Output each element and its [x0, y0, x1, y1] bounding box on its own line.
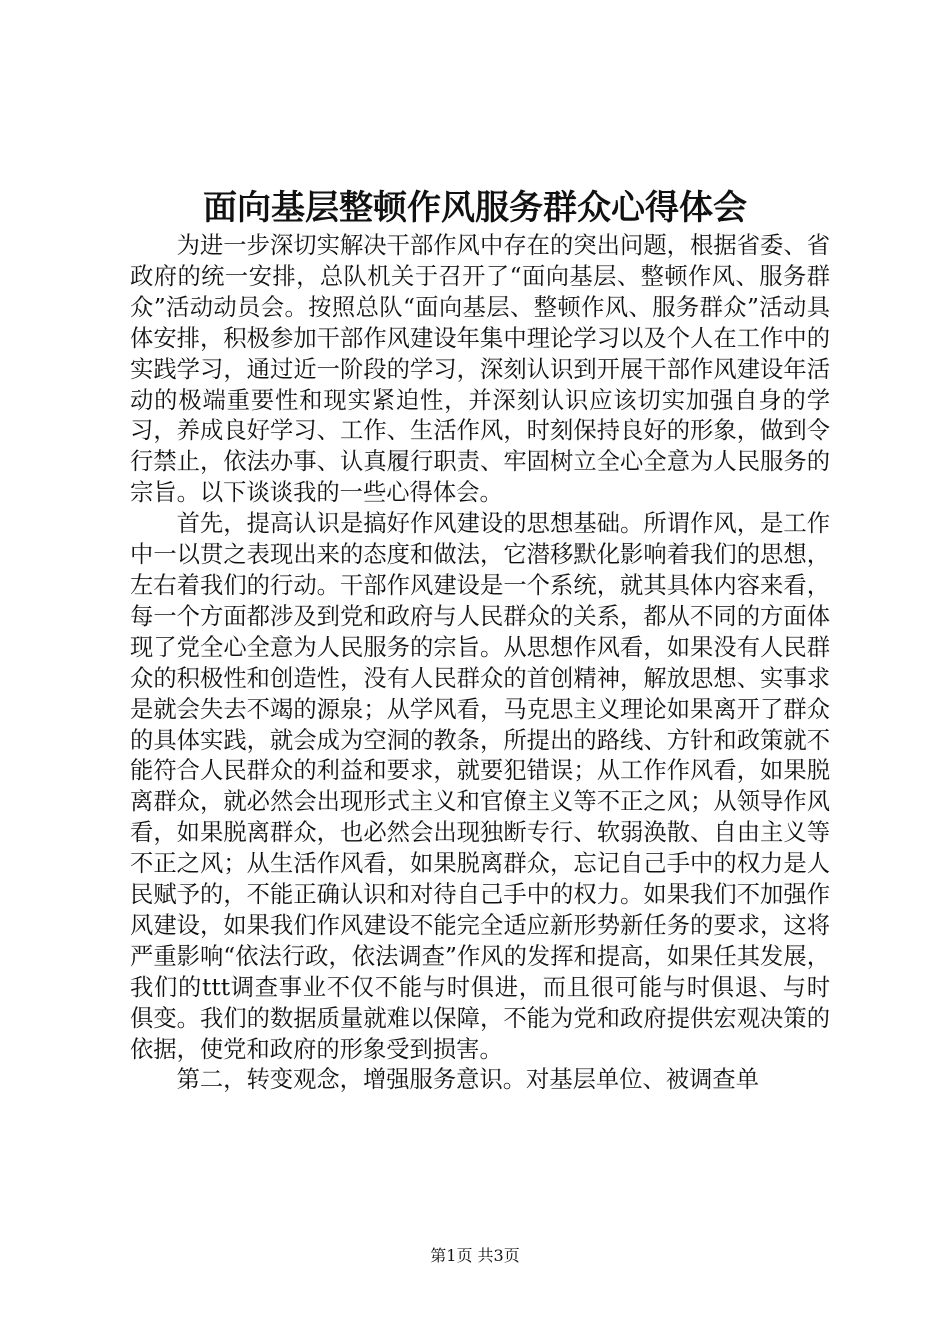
document-body [130, 231, 830, 1096]
page-number-footer: 第1页 共3页 [430, 1246, 520, 1265]
paragraph-first-point: 首先，提高认识是搞好作风建设的思想基础。所谓作风，是工作中一以贯之表现出来的态度和做法，它潜移默化影响着我们的思想，左右着我们的行动。干部作风建设是一个系统，就其具体内容来看，每一个方面都涉及到党和政府与人民群众的关系，都从不同的方面体现了党全心全意为人民服务的宗旨。从思想作风看，如果没有人民群众的积极性和创造性，没有人民群众的首创精神，解放思想、实事求是就会失去不竭的源泉；从学风看，马克思主义理论如果离开了群众的具体实践，就会成为空洞的教条，所提出的路线、方针和政策就不能符合人民群众的利益和要求，就要犯错误；从工作作风看，如果脱离群众，就必然会出现形式主义和官僚主义等不正之风；从领导作风看，如果脱离群众，也必然会出现独断专行、软弱涣散、自由主义等不正之风；从生活作风看，如果脱离群众，忘记自己手中的权力是人民赋予的，不能正确认识和对待自己手中的权力。如果我们不加强作风建设，如果我们作风建设不能完全适应新形势新任务的要求，这将严重影响“依法行政，依法调查”作风的发挥和提高，如果任其发展，我们的ttt调查事业不仅不能与时俱进，而且很可能与时俱退、与时俱变。我们的数据质量就难以保障，不能为党和政府提供宏观决策的依据，使党和政府的形象受到损害。 [130, 510, 830, 1063]
paragraph-second-point: 第二，转变观念，增强服务意识。对基层单位、被调查单 [176, 1066, 760, 1094]
paragraph-intro: 为进一步深切实解决干部作风中存在的突出问题，根据省委、省政府的统一安排，总队机关于召开了“面向基层、整顿作风、服务群众”活动动员会。按照总队“面向基层、整顿作风、服务群众”活动具体安排，积极参加干部作风建设年集中理论学习以及个人在工作中的实践学习，通过近一阶段的学习，深刻认识到开展干部作风建设年活动的极端重要性和现实紧迫性，并深刻认识应该切实加强自身的学习，养成良好学习、工作、生活作风，时刻保持良好的形象，做到令行禁止，依法办事、认真履行职责、牢固树立全心全意为人民服务的宗旨。以下谈谈我的一些心得体会。 [130, 232, 830, 507]
document-title: 面向基层整顿作风服务群众心得体会 [203, 188, 747, 228]
